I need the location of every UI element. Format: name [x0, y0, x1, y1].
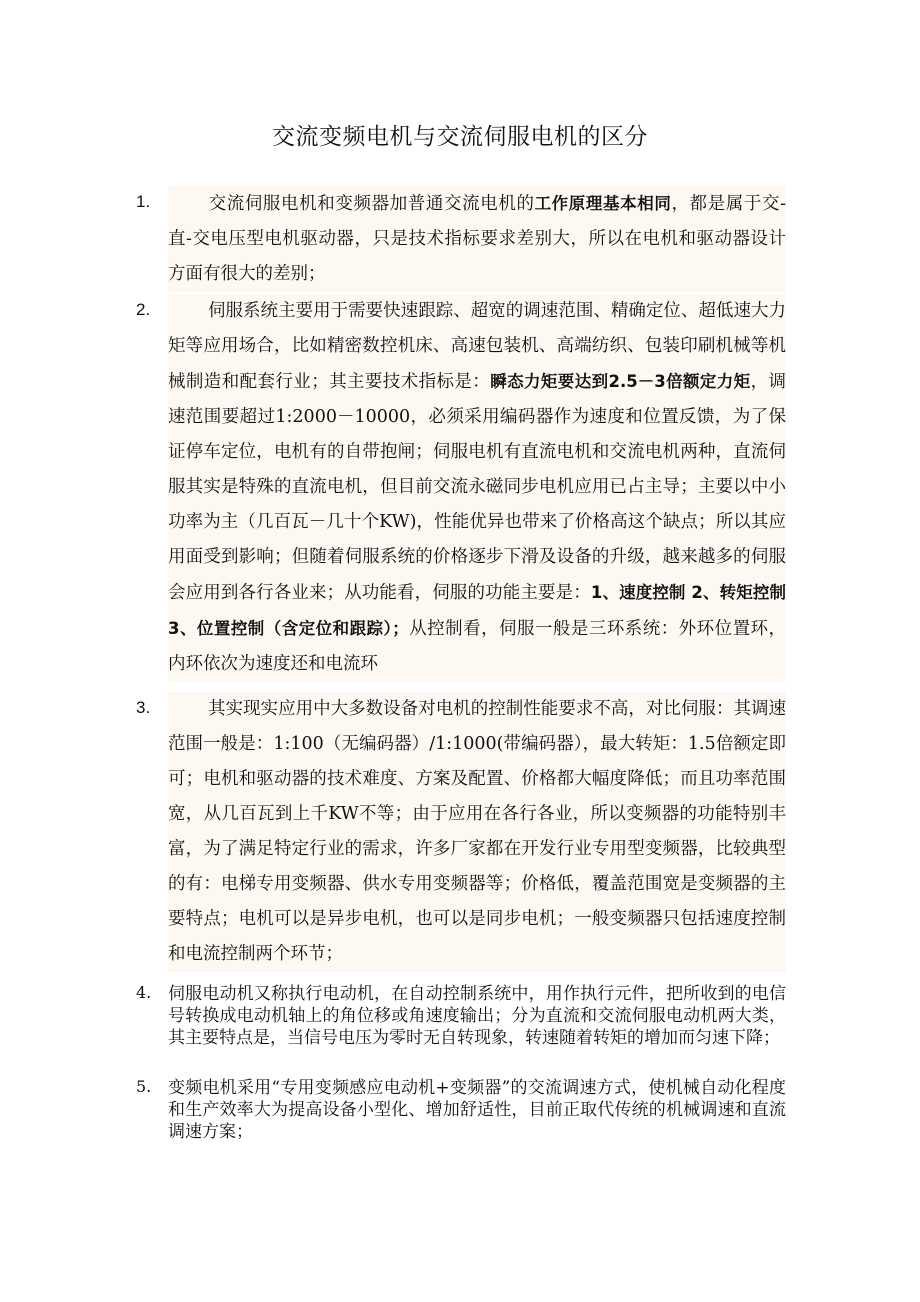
list-number: 2. — [136, 300, 151, 319]
list-number: 1. — [136, 192, 151, 211]
bold-phrase: 1、速度控制 2、转矩控制 3、位置控制（含定位和跟踪）； — [168, 583, 786, 638]
bold-phrase: 工作原理基本相同 — [534, 194, 672, 213]
document-title: 交流变频电机与交流伺服电机的区分 — [272, 124, 648, 150]
list-number: 5. — [136, 1077, 152, 1096]
list-item-text: 伺服系统主要用于需要快速跟踪、超宽的调速范围、精确定位、超低速大力矩等应用场合，比如精密数控机床、高速包装机、高端纺织、包装印刷机械等机械制造和配套行业；其主要技术指标是：瞬态力矩要达到2.5－3倍额定力矩，调速范围要超过1:2000－10000，必须采用编码器作为速度和位置反馈，为了保证停车定位，电机有的自带抱闸；伺服电机有直流电机和交流电机两种，直流伺服其实是特殊的直流电机，但目前交流永磁同步电机应用已占主导；主要以中小功率为主（几百瓦－几十个KW)，性能优异也带来了价格高这个缺点；所以其应用面受到影响；但随着伺服系统的价格逐步下滑及设备的升级，越来越多的伺服会应用到各行各业来；从功能看，伺服的功能主要是：1、速度控制 2、转矩控制 3、位置控制（含定位和跟踪）；从控制看，伺服一般是三环系统：外环位置环，内环依次为速度还和电流环 — [168, 294, 786, 682]
list-item-text: 交流伺服电机和变频器加普通交流电机的工作原理基本相同，都是属于交-直-交电压型电机驱动器，只是技术指标要求差别大，所以在电机和驱动器设计方面有很大的差别； — [168, 186, 786, 292]
list-number: 3. — [136, 698, 151, 717]
list-item-text: 伺服电动机又称执行电动机，在自动控制系统中，用作执行元件，把所收到的电信号转换成电动机轴上的角位移或角速度输出；分为直流和交流伺服电动机两大类，其主要特点是，当信号电压为零时无自转现象，转速随着转矩的增加而匀速下降； — [168, 984, 786, 1048]
list-number: 4. — [136, 983, 152, 1002]
bold-phrase: 瞬态力矩要达到2.5－3倍额定力矩 — [490, 372, 751, 391]
list-item-text: 其实现实应用中大多数设备对电机的控制性能要求不高，对比伺服：其调速范围一般是：1:100（无编码器）/1:1000(带编码器），最大转矩：1.5倍额定即可；电机和驱动器的技术难度、方案及配置、价格都大幅度降低；而且功率范围宽，从几百瓦到上千KW不等；由于应用在各行各业，所以变频器的功能特别丰富，为了满足特定行业的需求，许多厂家都在开发行业专用型变频器，比较典型的有：电梯专用变频器、供水专用变频器等；价格低，覆盖范围宽是变频器的主要特点；电机可以是异步电机，也可以是同步电机；一般变频器只包括速度控制和电流控制两个环节； — [168, 692, 786, 972]
list-item-text: 变频电机采用“专用变频感应电动机+变频器”的交流调速方式，使机械自动化程度和生产效率大为提高设备小型化、增加舒适性，目前正取代传统的机械调速和直流调速方案； — [168, 1078, 786, 1142]
